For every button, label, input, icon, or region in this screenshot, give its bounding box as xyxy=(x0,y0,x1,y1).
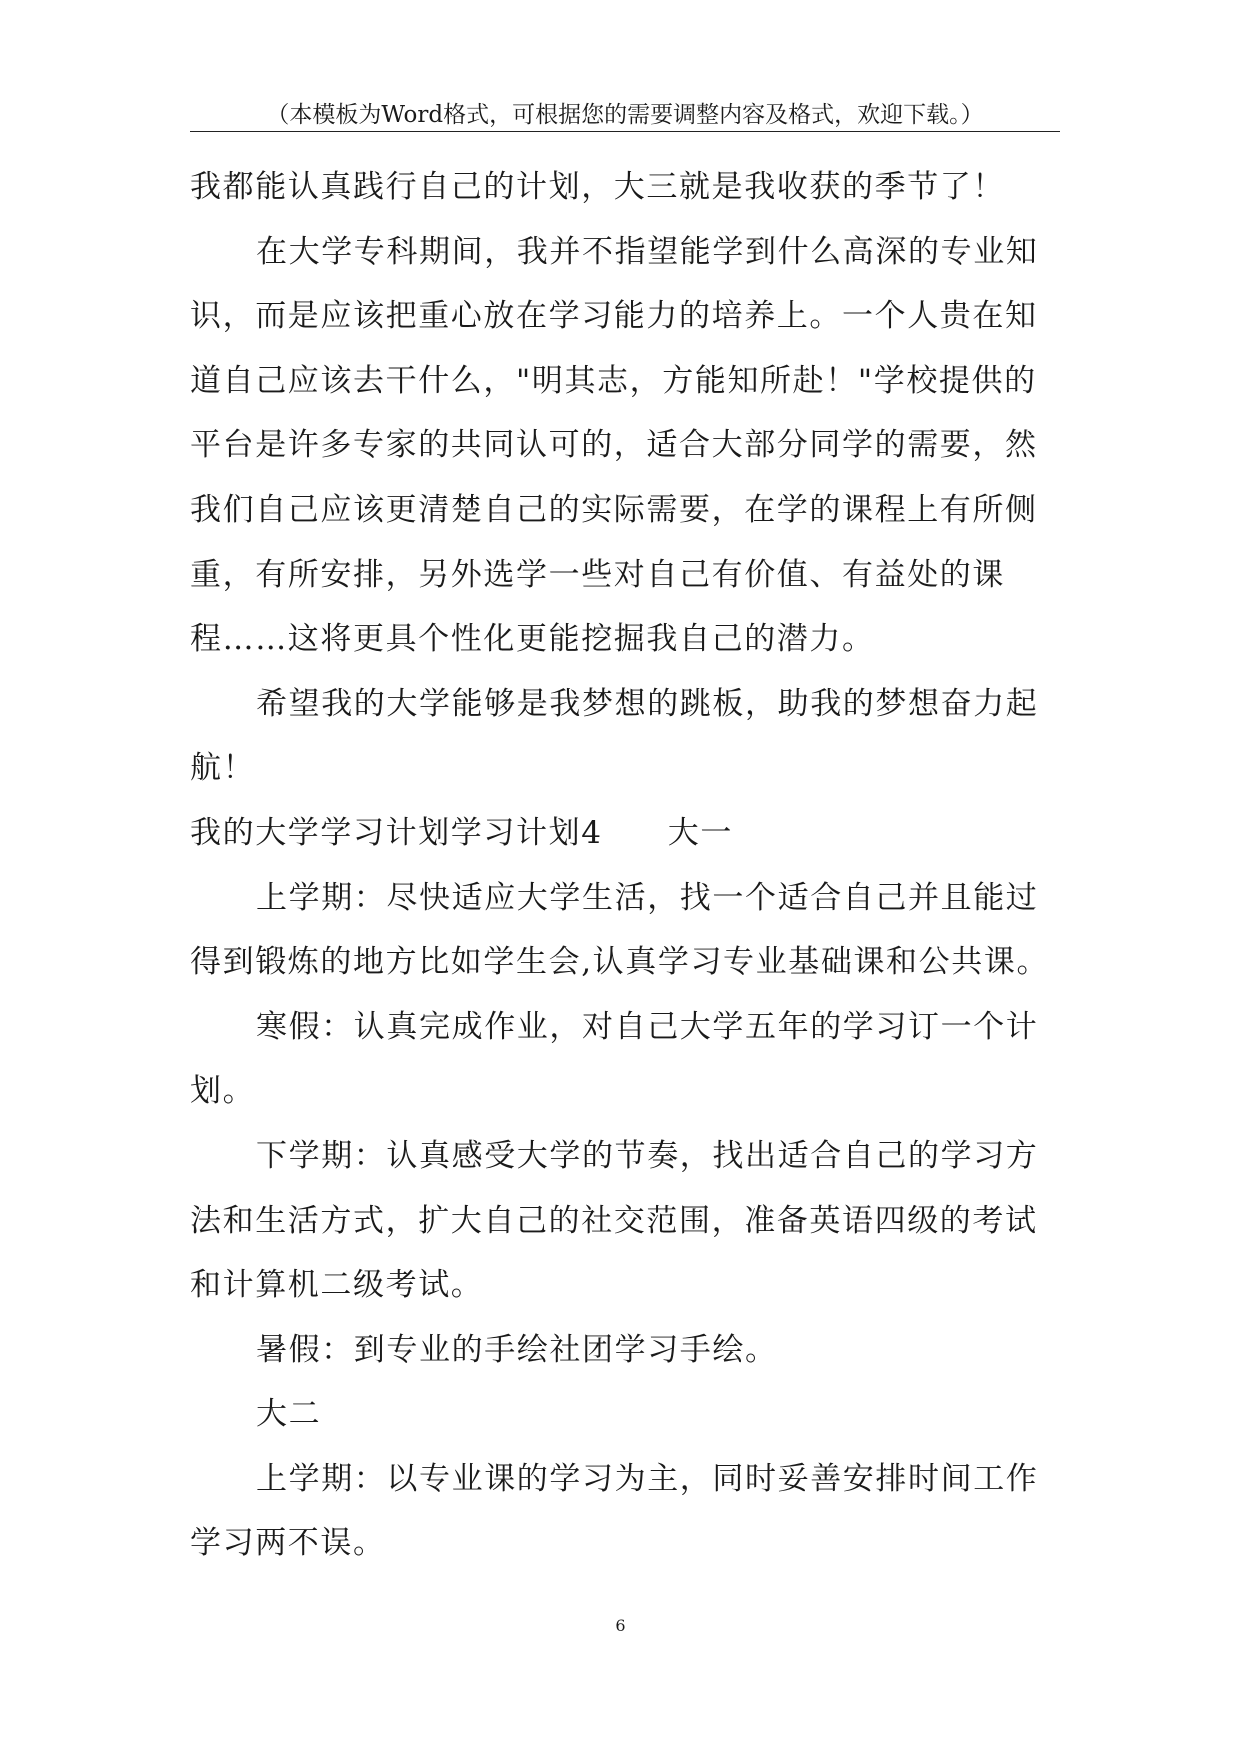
paragraph-first-line: 上学期：以专业课的学习为主，同时妥善安排时间工作 xyxy=(256,1460,1039,1497)
template-note-header: （本模板为Word格式，可根据您的需要调整内容及格式，欢迎下载。） xyxy=(266,102,984,128)
paragraph-first-line: 暑假：到专业的手绘社团学习手绘。 xyxy=(256,1331,778,1368)
subheading-year: 大二 xyxy=(256,1396,322,1433)
header-divider xyxy=(190,131,1060,132)
text-line: 划。 xyxy=(190,1073,256,1110)
paragraph-first-line: 上学期：尽快适应大学生活，找一个适合自己并且能过 xyxy=(256,879,1039,916)
text-line: 重，有所安排，另外选学一些对自己有价值、有益处的课 xyxy=(190,556,1005,593)
paragraph-first-line: 在大学专科期间，我并不指望能学到什么高深的专业知 xyxy=(256,233,1039,270)
text-line: 学习两不误。 xyxy=(190,1525,386,1562)
section-heading: 我的大学学习计划学习计划4 大一 xyxy=(190,814,733,851)
document-body xyxy=(190,155,1070,1576)
text-line: 道自己应该去干什么，"明其志，方能知所赴！"学校提供的 xyxy=(190,362,1037,399)
text-line: 我们自己应该更清楚自己的实际需要，在学的课程上有所侧 xyxy=(190,491,1038,528)
page-number: 6 xyxy=(615,1616,626,1635)
paragraph-first-line: 下学期：认真感受大学的节奏，找出适合自己的学习方 xyxy=(256,1137,1039,1174)
text-line: 平台是许多专家的共同认可的，适合大部分同学的需要，然 xyxy=(190,427,1038,464)
text-line: 我都能认真践行自己的计划，大三就是我收获的季节了！ xyxy=(190,169,1005,205)
text-line: 程……这将更具个性化更能挖掘我自己的潜力。 xyxy=(190,621,875,658)
text-line: 航！ xyxy=(190,750,256,787)
text-line: 法和生活方式，扩大自己的社交范围，准备英语四级的考试 xyxy=(190,1202,1038,1239)
text-line: 和计算机二级考试。 xyxy=(190,1267,484,1304)
paragraph-first-line: 希望我的大学能够是我梦想的跳板，助我的梦想奋力起 xyxy=(256,685,1039,722)
paragraph-first-line: 寒假：认真完成作业，对自己大学五年的学习订一个计 xyxy=(256,1008,1039,1045)
text-line: 得到锻炼的地方比如学生会,认真学习专业基础课和公共课。 xyxy=(190,944,1050,981)
text-line: 识，而是应该把重心放在学习能力的培养上。一个人贵在知 xyxy=(190,298,1038,335)
